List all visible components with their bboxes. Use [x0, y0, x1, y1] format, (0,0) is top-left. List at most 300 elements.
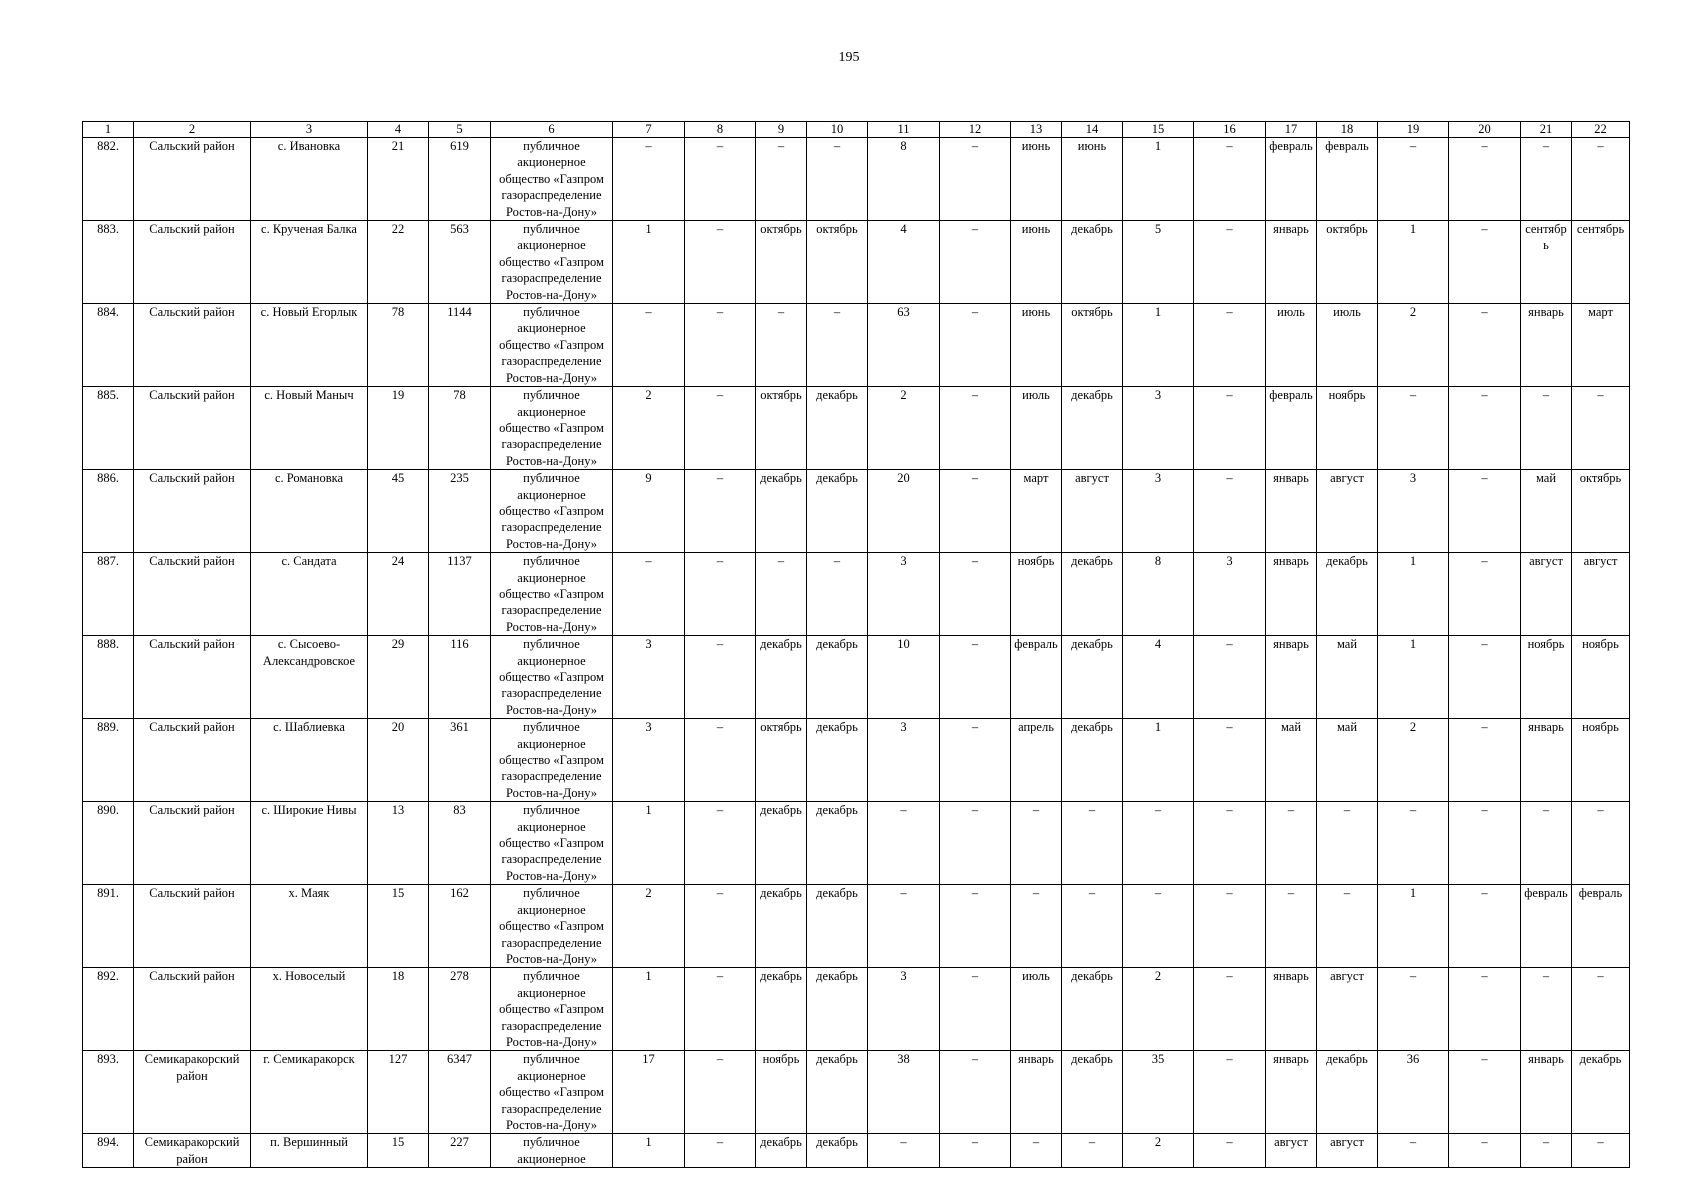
table-cell-col-16: – [1194, 387, 1266, 470]
table-cell-col-21: январь [1521, 1051, 1572, 1134]
table-cell-col-10: – [807, 553, 868, 636]
table-cell-col-2: Семикаракорский район [134, 1051, 251, 1134]
table-cell-col-6: публичное акционерное общество «Газпром газораспределение Ростов-на-Дону» [491, 802, 613, 885]
table-cell-col-22: февраль [1572, 885, 1630, 968]
table-cell-col-8: – [685, 304, 756, 387]
table-cell-col-2: Сальский район [134, 719, 251, 802]
table-cell-col-1: 884. [83, 304, 134, 387]
table-cell-col-9: октябрь [756, 221, 807, 304]
table-cell-col-15: – [1123, 802, 1194, 885]
table-cell-col-17: январь [1266, 636, 1317, 719]
table-cell-col-15: 5 [1123, 221, 1194, 304]
table-cell-col-9: – [756, 553, 807, 636]
table-cell-col-13: июнь [1011, 138, 1062, 221]
table-cell-col-16: – [1194, 138, 1266, 221]
column-header-10: 10 [807, 122, 868, 138]
table-cell-col-12: – [940, 221, 1011, 304]
table-cell-col-11: 2 [868, 387, 940, 470]
table-cell-col-16: – [1194, 470, 1266, 553]
table-cell-col-8: – [685, 968, 756, 1051]
table-cell-col-2: Сальский район [134, 138, 251, 221]
table-cell-col-10: декабрь [807, 968, 868, 1051]
table-cell-col-3: с. Новый Маныч [251, 387, 368, 470]
table-cell-col-4: 78 [368, 304, 429, 387]
table-cell-col-9: ноябрь [756, 1051, 807, 1134]
table-cell-col-20: – [1449, 802, 1521, 885]
table-cell-col-10: декабрь [807, 885, 868, 968]
table-cell-col-12: – [940, 802, 1011, 885]
table-cell-col-21: август [1521, 553, 1572, 636]
table-cell-col-16: – [1194, 636, 1266, 719]
column-header-22: 22 [1572, 122, 1630, 138]
table-cell-col-19: 1 [1378, 636, 1449, 719]
table-cell-col-16: – [1194, 1051, 1266, 1134]
column-header-12: 12 [940, 122, 1011, 138]
table-cell-col-18: октябрь [1317, 221, 1378, 304]
table-row [83, 636, 1630, 719]
table-cell-col-14: декабрь [1062, 968, 1123, 1051]
header-row [83, 122, 1630, 138]
table-cell-col-13: – [1011, 802, 1062, 885]
table-cell-col-16: 3 [1194, 553, 1266, 636]
table-cell-col-7: 1 [613, 221, 685, 304]
table-cell-col-1: 885. [83, 387, 134, 470]
table-cell-col-15: 3 [1123, 470, 1194, 553]
table-cell-col-11: 63 [868, 304, 940, 387]
column-header-19: 19 [1378, 122, 1449, 138]
table-cell-col-19: – [1378, 387, 1449, 470]
table-row [83, 304, 1630, 387]
table-cell-col-12: – [940, 138, 1011, 221]
table-cell-col-7: 1 [613, 802, 685, 885]
table-cell-col-14: октябрь [1062, 304, 1123, 387]
table-cell-col-18: – [1317, 802, 1378, 885]
table-cell-col-5: 6347 [429, 1051, 491, 1134]
table-cell-col-21: – [1521, 1134, 1572, 1168]
table-cell-col-14: декабрь [1062, 553, 1123, 636]
table-cell-col-4: 24 [368, 553, 429, 636]
table-cell-col-15: 2 [1123, 1134, 1194, 1168]
table-cell-col-21: ноябрь [1521, 636, 1572, 719]
table-cell-col-19: – [1378, 138, 1449, 221]
data-table [82, 121, 1630, 1168]
table-cell-col-22: – [1572, 138, 1630, 221]
table-cell-col-19: – [1378, 1134, 1449, 1168]
table-cell-col-13: январь [1011, 1051, 1062, 1134]
table-cell-col-7: 3 [613, 719, 685, 802]
table-cell-col-20: – [1449, 719, 1521, 802]
table-cell-col-19: – [1378, 968, 1449, 1051]
table-cell-col-19: 2 [1378, 304, 1449, 387]
table-cell-col-11: – [868, 802, 940, 885]
table-cell-col-13: – [1011, 1134, 1062, 1168]
table-cell-col-4: 127 [368, 1051, 429, 1134]
table-cell-col-13: июль [1011, 387, 1062, 470]
table-cell-col-2: Сальский район [134, 968, 251, 1051]
table-cell-col-20: – [1449, 636, 1521, 719]
table-cell-col-21: май [1521, 470, 1572, 553]
table-cell-col-10: декабрь [807, 719, 868, 802]
table-cell-col-18: август [1317, 470, 1378, 553]
table-cell-col-20: – [1449, 553, 1521, 636]
table-cell-col-17: январь [1266, 553, 1317, 636]
table-cell-col-19: 36 [1378, 1051, 1449, 1134]
table-cell-col-7: 9 [613, 470, 685, 553]
table-cell-col-18: февраль [1317, 138, 1378, 221]
table-cell-col-11: 20 [868, 470, 940, 553]
table-cell-col-6: публичное акционерное общество «Газпром газораспределение Ростов-на-Дону» [491, 636, 613, 719]
table-cell-col-22: – [1572, 1134, 1630, 1168]
table-cell-col-16: – [1194, 1134, 1266, 1168]
table-cell-col-4: 22 [368, 221, 429, 304]
column-header-7: 7 [613, 122, 685, 138]
table-cell-col-17: август [1266, 1134, 1317, 1168]
table-cell-col-13: ноябрь [1011, 553, 1062, 636]
column-header-2: 2 [134, 122, 251, 138]
table-cell-col-17: январь [1266, 968, 1317, 1051]
table-cell-col-18: август [1317, 1134, 1378, 1168]
table-cell-col-3: п. Вершинный [251, 1134, 368, 1168]
table-row [83, 138, 1630, 221]
table-cell-col-18: июль [1317, 304, 1378, 387]
table-cell-col-9: декабрь [756, 1134, 807, 1168]
table-cell-col-9: декабрь [756, 968, 807, 1051]
table-cell-col-1: 882. [83, 138, 134, 221]
table-cell-col-4: 21 [368, 138, 429, 221]
table-cell-col-7: 1 [613, 1134, 685, 1168]
table-cell-col-5: 227 [429, 1134, 491, 1168]
table-cell-col-2: Сальский район [134, 802, 251, 885]
table-row [83, 802, 1630, 885]
table-cell-col-11: 38 [868, 1051, 940, 1134]
table-cell-col-3: с. Шаблиевка [251, 719, 368, 802]
table-cell-col-20: – [1449, 885, 1521, 968]
table-cell-col-6: публичное акционерное общество «Газпром газораспределение Ростов-на-Дону» [491, 304, 613, 387]
table-cell-col-21: – [1521, 968, 1572, 1051]
table-cell-col-20: – [1449, 387, 1521, 470]
table-cell-col-21: сентябр ь [1521, 221, 1572, 304]
table-cell-col-16: – [1194, 304, 1266, 387]
table-cell-col-6: публичное акционерное общество «Газпром газораспределение Ростов-на-Дону» [491, 1051, 613, 1134]
table-cell-col-11: 4 [868, 221, 940, 304]
column-header-13: 13 [1011, 122, 1062, 138]
table-cell-col-10: декабрь [807, 1134, 868, 1168]
table-cell-col-12: – [940, 719, 1011, 802]
column-header-5: 5 [429, 122, 491, 138]
table-cell-col-11: 3 [868, 968, 940, 1051]
table-cell-col-5: 361 [429, 719, 491, 802]
table-cell-col-17: январь [1266, 221, 1317, 304]
table-cell-col-6: публичное акционерное общество «Газпром газораспределение Ростов-на-Дону» [491, 885, 613, 968]
table-cell-col-15: 8 [1123, 553, 1194, 636]
table-cell-col-3: с. Широкие Нивы [251, 802, 368, 885]
table-cell-col-20: – [1449, 1134, 1521, 1168]
table-cell-col-21: январь [1521, 719, 1572, 802]
table-row [83, 719, 1630, 802]
table-cell-col-7: – [613, 138, 685, 221]
column-header-18: 18 [1317, 122, 1378, 138]
table-cell-col-2: Семикаракорский район [134, 1134, 251, 1168]
table-cell-col-4: 15 [368, 885, 429, 968]
table-cell-col-11: – [868, 885, 940, 968]
table-cell-col-7: 2 [613, 885, 685, 968]
table-cell-col-9: октябрь [756, 719, 807, 802]
table-cell-col-5: 78 [429, 387, 491, 470]
table-cell-col-14: декабрь [1062, 719, 1123, 802]
table-row [83, 387, 1630, 470]
table-cell-col-15: 35 [1123, 1051, 1194, 1134]
table-cell-col-2: Сальский район [134, 387, 251, 470]
table-cell-col-9: декабрь [756, 470, 807, 553]
table-cell-col-9: декабрь [756, 885, 807, 968]
table-cell-col-22: – [1572, 968, 1630, 1051]
table-cell-col-12: – [940, 387, 1011, 470]
table-cell-col-21: – [1521, 138, 1572, 221]
table-cell-col-4: 13 [368, 802, 429, 885]
column-header-3: 3 [251, 122, 368, 138]
table-cell-col-8: – [685, 719, 756, 802]
table-cell-col-6: публичное акционерное общество «Газпром газораспределение Ростов-на-Дону» [491, 138, 613, 221]
table-cell-col-15: 1 [1123, 304, 1194, 387]
table-cell-col-15: – [1123, 885, 1194, 968]
table-cell-col-5: 83 [429, 802, 491, 885]
table-cell-col-18: декабрь [1317, 553, 1378, 636]
table-cell-col-1: 883. [83, 221, 134, 304]
table-cell-col-20: – [1449, 470, 1521, 553]
table-cell-col-2: Сальский район [134, 885, 251, 968]
table-cell-col-19: 2 [1378, 719, 1449, 802]
table-cell-col-9: декабрь [756, 636, 807, 719]
table-cell-col-17: июль [1266, 304, 1317, 387]
column-header-4: 4 [368, 122, 429, 138]
table-cell-col-13: март [1011, 470, 1062, 553]
table-cell-col-17: – [1266, 802, 1317, 885]
table-cell-col-12: – [940, 968, 1011, 1051]
table-cell-col-3: с. Романовка [251, 470, 368, 553]
table-cell-col-12: – [940, 1051, 1011, 1134]
table-cell-col-22: – [1572, 802, 1630, 885]
page-number: 195 [838, 50, 860, 65]
table-cell-col-8: – [685, 221, 756, 304]
table-cell-col-8: – [685, 470, 756, 553]
table-cell-col-17: январь [1266, 1051, 1317, 1134]
table-cell-col-14: август [1062, 470, 1123, 553]
table-cell-col-11: 3 [868, 553, 940, 636]
table-cell-col-1: 888. [83, 636, 134, 719]
table-cell-col-3: с. Новый Егорлык [251, 304, 368, 387]
table-cell-col-19: – [1378, 802, 1449, 885]
table-row [83, 1134, 1630, 1168]
table-cell-col-4: 19 [368, 387, 429, 470]
column-header-15: 15 [1123, 122, 1194, 138]
column-header-6: 6 [491, 122, 613, 138]
table-cell-col-3: х. Новоселый [251, 968, 368, 1051]
table-cell-col-1: 886. [83, 470, 134, 553]
table-cell-col-6: публичное акционерное общество «Газпром газораспределение Ростов-на-Дону» [491, 968, 613, 1051]
table-cell-col-16: – [1194, 885, 1266, 968]
table-cell-col-13: июль [1011, 968, 1062, 1051]
column-header-9: 9 [756, 122, 807, 138]
table-cell-col-7: – [613, 304, 685, 387]
table-cell-col-14: декабрь [1062, 636, 1123, 719]
table-cell-col-11: 3 [868, 719, 940, 802]
table-cell-col-5: 116 [429, 636, 491, 719]
table-cell-col-15: 1 [1123, 719, 1194, 802]
table-cell-col-3: г. Семикаракорск [251, 1051, 368, 1134]
column-header-8: 8 [685, 122, 756, 138]
table-cell-col-13: июнь [1011, 304, 1062, 387]
table-cell-col-21: февраль [1521, 885, 1572, 968]
table-cell-col-19: 1 [1378, 885, 1449, 968]
table-cell-col-6: публичное акционерное общество «Газпром газораспределение Ростов-на-Дону» [491, 387, 613, 470]
column-header-21: 21 [1521, 122, 1572, 138]
table-cell-col-1: 891. [83, 885, 134, 968]
table-cell-col-10: декабрь [807, 1051, 868, 1134]
table-cell-col-15: 4 [1123, 636, 1194, 719]
table-cell-col-8: – [685, 636, 756, 719]
table-cell-col-22: август [1572, 553, 1630, 636]
table-cell-col-16: – [1194, 221, 1266, 304]
table-cell-col-3: с. Ивановка [251, 138, 368, 221]
table-cell-col-22: март [1572, 304, 1630, 387]
table-cell-col-2: Сальский район [134, 636, 251, 719]
table-cell-col-7: 17 [613, 1051, 685, 1134]
column-header-17: 17 [1266, 122, 1317, 138]
table-cell-col-8: – [685, 553, 756, 636]
table-cell-col-2: Сальский район [134, 221, 251, 304]
table-cell-col-9: – [756, 304, 807, 387]
table-cell-col-14: декабрь [1062, 1051, 1123, 1134]
table-cell-col-16: – [1194, 802, 1266, 885]
table-cell-col-21: – [1521, 802, 1572, 885]
table-cell-col-14: – [1062, 885, 1123, 968]
table-cell-col-6: публичное акционерное общество «Газпром газораспределение Ростов-на-Дону» [491, 719, 613, 802]
table-cell-col-15: 2 [1123, 968, 1194, 1051]
table-cell-col-7: 2 [613, 387, 685, 470]
table-cell-col-17: май [1266, 719, 1317, 802]
table-cell-col-17: январь [1266, 470, 1317, 553]
table-cell-col-10: октябрь [807, 221, 868, 304]
table-cell-col-18: ноябрь [1317, 387, 1378, 470]
table-cell-col-4: 18 [368, 968, 429, 1051]
table-cell-col-5: 563 [429, 221, 491, 304]
table-body [83, 138, 1630, 1168]
table-cell-col-19: 1 [1378, 221, 1449, 304]
table-cell-col-2: Сальский район [134, 470, 251, 553]
table-cell-col-14: июнь [1062, 138, 1123, 221]
table-cell-col-12: – [940, 553, 1011, 636]
column-header-16: 16 [1194, 122, 1266, 138]
table-cell-col-17: февраль [1266, 387, 1317, 470]
table-cell-col-5: 235 [429, 470, 491, 553]
table-cell-col-5: 162 [429, 885, 491, 968]
table-cell-col-10: декабрь [807, 387, 868, 470]
table-cell-col-13: февраль [1011, 636, 1062, 719]
table-cell-col-16: – [1194, 719, 1266, 802]
table-cell-col-10: – [807, 138, 868, 221]
table-cell-col-2: Сальский район [134, 553, 251, 636]
table-cell-col-3: с. Сысоево-Александровское [251, 636, 368, 719]
table-cell-col-1: 890. [83, 802, 134, 885]
table-cell-col-20: – [1449, 221, 1521, 304]
table-cell-col-6: публичное акционерное [491, 1134, 613, 1168]
table-cell-col-15: 3 [1123, 387, 1194, 470]
table-cell-col-4: 15 [368, 1134, 429, 1168]
table-cell-col-7: – [613, 553, 685, 636]
table-cell-col-8: – [685, 1134, 756, 1168]
table-cell-col-8: – [685, 885, 756, 968]
table-cell-col-22: ноябрь [1572, 719, 1630, 802]
table-cell-col-8: – [685, 802, 756, 885]
table-row [83, 470, 1630, 553]
table-cell-col-6: публичное акционерное общество «Газпром газораспределение Ростов-на-Дону» [491, 221, 613, 304]
table-cell-col-8: – [685, 138, 756, 221]
table-cell-col-14: – [1062, 802, 1123, 885]
table-cell-col-11: – [868, 1134, 940, 1168]
table-cell-col-9: – [756, 138, 807, 221]
table-row [83, 221, 1630, 304]
table-cell-col-11: 10 [868, 636, 940, 719]
table-cell-col-21: январь [1521, 304, 1572, 387]
table-cell-col-10: – [807, 304, 868, 387]
table-cell-col-18: декабрь [1317, 1051, 1378, 1134]
table-cell-col-22: сентябрь [1572, 221, 1630, 304]
table-cell-col-13: апрель [1011, 719, 1062, 802]
table-cell-col-1: 889. [83, 719, 134, 802]
table-row [83, 968, 1630, 1051]
table-cell-col-10: декабрь [807, 636, 868, 719]
table-cell-col-5: 1137 [429, 553, 491, 636]
table-cell-col-4: 20 [368, 719, 429, 802]
table-cell-col-10: декабрь [807, 802, 868, 885]
table-cell-col-18: май [1317, 636, 1378, 719]
column-header-11: 11 [868, 122, 940, 138]
column-header-1: 1 [83, 122, 134, 138]
table-row [83, 885, 1630, 968]
table-cell-col-18: – [1317, 885, 1378, 968]
table-cell-col-17: – [1266, 885, 1317, 968]
table-cell-col-14: декабрь [1062, 387, 1123, 470]
table-cell-col-7: 1 [613, 968, 685, 1051]
table-row [83, 553, 1630, 636]
table-cell-col-3: с. Сандата [251, 553, 368, 636]
table-cell-col-12: – [940, 304, 1011, 387]
column-header-20: 20 [1449, 122, 1521, 138]
table-cell-col-22: декабрь [1572, 1051, 1630, 1134]
column-header-14: 14 [1062, 122, 1123, 138]
table-cell-col-1: 892. [83, 968, 134, 1051]
table-cell-col-13: июнь [1011, 221, 1062, 304]
table-cell-col-20: – [1449, 1051, 1521, 1134]
table-cell-col-21: – [1521, 387, 1572, 470]
table-cell-col-5: 619 [429, 138, 491, 221]
table-cell-col-1: 893. [83, 1051, 134, 1134]
table-cell-col-18: август [1317, 968, 1378, 1051]
table-cell-col-15: 1 [1123, 138, 1194, 221]
table-cell-col-2: Сальский район [134, 304, 251, 387]
table-cell-col-12: – [940, 1134, 1011, 1168]
table-cell-col-5: 278 [429, 968, 491, 1051]
table-cell-col-20: – [1449, 304, 1521, 387]
table-cell-col-6: публичное акционерное общество «Газпром газораспределение Ростов-на-Дону» [491, 470, 613, 553]
table-cell-col-18: май [1317, 719, 1378, 802]
table-cell-col-10: декабрь [807, 470, 868, 553]
table-cell-col-5: 1144 [429, 304, 491, 387]
table-cell-col-12: – [940, 636, 1011, 719]
table-cell-col-13: – [1011, 885, 1062, 968]
table-cell-col-3: с. Крученая Балка [251, 221, 368, 304]
table-cell-col-12: – [940, 470, 1011, 553]
